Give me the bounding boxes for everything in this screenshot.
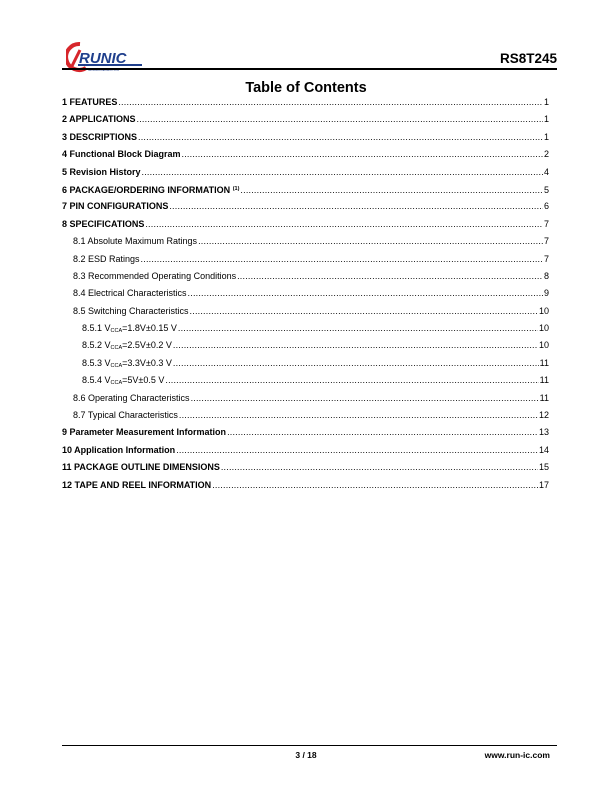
toc-entry-label: 8.5.2 $V_{CCA}=2.5V\pm 0.2$ V [82, 340, 172, 352]
toc-entry-page: 14 [538, 444, 549, 455]
toc-entry[interactable] [62, 337, 549, 354]
toc-entry-label: 8 SPECIFICATIONS [62, 218, 145, 229]
toc-entry-label: 6 PACKAGE/ORDERING INFORMATION $^{(1)}$ [62, 184, 240, 195]
toc-leader-dots [142, 164, 543, 181]
toc-entry-label: 8.5 Switching Characteristics [73, 305, 189, 316]
toc-entry[interactable] [62, 216, 549, 233]
toc-entry[interactable] [62, 111, 549, 128]
logo-subtext: SEMICONDUCTOR [88, 68, 120, 72]
product-number: RS8T245 [499, 51, 557, 66]
toc-list [62, 94, 549, 494]
toc-entry[interactable] [62, 355, 549, 372]
toc-entry-page: 11 [539, 392, 549, 403]
toc-leader-dots [188, 285, 543, 302]
toc-entry-page: 1 [543, 97, 549, 107]
toc-entry-label: 8.3 Recommended Operating Conditions [73, 270, 237, 281]
toc-entry-label: 8.7 Typical Characteristics [73, 410, 178, 421]
toc-entry-page: 10 [538, 340, 549, 351]
toc-entry[interactable] [62, 390, 549, 407]
toc-leader-dots [118, 94, 543, 111]
toc-entry-page: 10 [538, 323, 549, 334]
toc-entry[interactable] [62, 198, 549, 215]
toc-entry-label: 3 DESCRIPTIONS [62, 131, 138, 142]
toc-entry[interactable] [62, 285, 549, 302]
toc-entry[interactable] [62, 407, 549, 424]
toc-entry-label: 5 Revision History [62, 166, 141, 177]
toc-entry-label: 8.6 Operating Characteristics [73, 392, 190, 403]
toc-entry-label: 8.2 ESD Ratings [73, 253, 140, 264]
toc-entry-page: 4 [543, 166, 549, 177]
toc-leader-dots [145, 216, 543, 233]
toc-entry-label: 2 APPLICATIONS [62, 114, 136, 125]
toc-leader-dots [141, 251, 543, 268]
footer-url[interactable]: www.run-ic.com [484, 750, 550, 760]
toc-entry-label: 9 Parameter Measurement Information [62, 427, 227, 438]
toc-leader-dots [227, 424, 538, 441]
toc-entry-page: 11 [539, 375, 549, 386]
toc-leader-dots [191, 390, 539, 407]
toc-entry[interactable] [62, 459, 549, 476]
toc-leader-dots [176, 442, 538, 459]
toc-entry-label: 8.4 Electrical Characteristics [73, 288, 187, 299]
toc-entry[interactable] [62, 129, 549, 146]
toc-entry[interactable] [62, 146, 549, 163]
toc-entry-page: 12 [538, 410, 549, 421]
toc-entry-page: 7 [543, 236, 549, 247]
toc-leader-dots [178, 320, 538, 337]
toc-entry-label: 4 Functional Block Diagram [62, 149, 181, 160]
toc-entry[interactable] [62, 477, 549, 494]
toc-leader-dots [221, 459, 538, 476]
toc-entry[interactable] [62, 372, 549, 389]
toc-leader-dots [173, 355, 539, 372]
toc-entry-label: 12 TAPE AND REEL INFORMATION [62, 479, 212, 490]
toc-entry[interactable] [62, 303, 549, 320]
toc-leader-dots [179, 407, 538, 424]
toc-entry-page: 17 [538, 479, 549, 490]
toc-leader-dots [137, 111, 543, 128]
toc-entry-page: 1 [543, 114, 549, 125]
toc-entry-page: 15 [538, 462, 549, 473]
toc-entry-label: 7 PIN CONFIGURATIONS [62, 201, 169, 212]
toc-title: Table of Contents [245, 80, 367, 96]
toc-entry-page: 2 [543, 149, 549, 160]
toc-entry-page: 7 [543, 218, 549, 229]
toc-entry-label: 1 FEATURES [62, 97, 118, 107]
toc-entry[interactable] [62, 442, 549, 459]
toc-entry-page: 11 [539, 357, 549, 368]
toc-leader-dots [212, 477, 538, 494]
toc-entry-page: 6 [543, 201, 549, 212]
toc-entry[interactable] [62, 424, 549, 441]
toc-entry-label: 8.1 Absolute Maximum Ratings [73, 236, 198, 247]
toc-leader-dots [240, 182, 543, 199]
toc-entry[interactable] [62, 233, 549, 250]
logo-wordmark: RUNIC [79, 50, 127, 67]
toc-entry-label: 11 PACKAGE OUTLINE DIMENSIONS [62, 462, 220, 473]
toc-entry[interactable] [62, 181, 549, 198]
toc-entry[interactable] [62, 268, 549, 285]
toc-leader-dots [182, 146, 543, 163]
toc-entry-label: 10 Application Information [62, 444, 176, 455]
footer-page-indicator: 3 / 18 [295, 750, 317, 760]
toc-entry[interactable] [62, 251, 549, 268]
toc-entry-page: 7 [543, 253, 549, 264]
toc-entry-label: 8.5.4 $V_{CCA}=5V\pm 0.5$ V [82, 375, 165, 387]
toc-leader-dots [169, 198, 543, 215]
toc-leader-dots [198, 233, 543, 250]
toc-entry-page: 8 [543, 270, 549, 281]
toc-entry-label: 8.5.1 $V_{CCA}=1.8V\pm 0.15$ V [82, 323, 177, 335]
toc-leader-dots [173, 337, 538, 354]
toc-leader-dots [237, 268, 543, 285]
toc-entry[interactable] [62, 94, 549, 111]
toc-leader-dots [165, 372, 538, 389]
footer-divider [62, 745, 557, 746]
toc-entry-page: 10 [538, 305, 549, 316]
toc-leader-dots [190, 303, 538, 320]
toc-entry-page: 9 [543, 288, 549, 299]
toc-entry-page: 5 [543, 184, 549, 195]
toc-entry[interactable] [62, 320, 549, 337]
toc-entry-label: 8.5.3 $V_{CCA}=3.3V\pm 0.3$ V [82, 357, 172, 369]
toc-entry[interactable] [62, 164, 549, 181]
header-divider [62, 68, 557, 70]
toc-leader-dots [138, 129, 543, 146]
toc-entry-page: 13 [538, 427, 549, 438]
toc-entry-page: 1 [543, 131, 549, 142]
